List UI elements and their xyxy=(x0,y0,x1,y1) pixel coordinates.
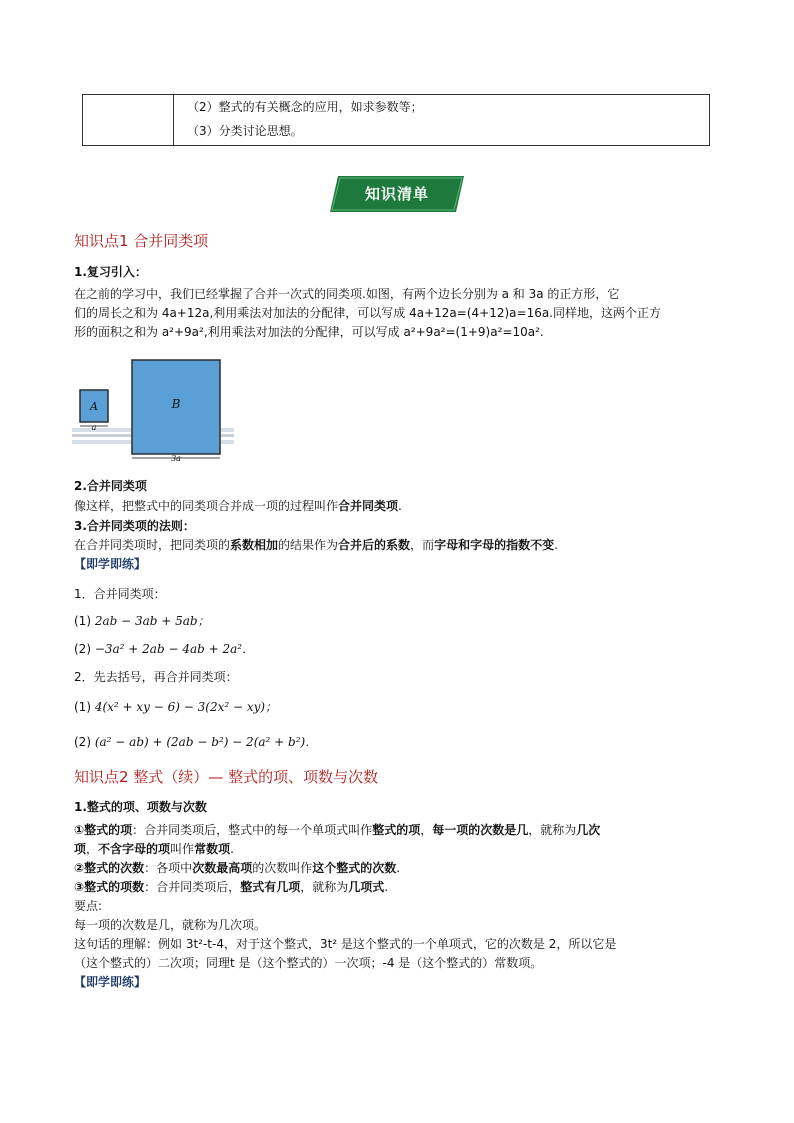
item1-bold-4: 几次 xyxy=(576,823,601,837)
combine-term: 合并同类项 xyxy=(338,499,399,513)
combine-text: 像这样，把整式中的同类项合并成一项的过程叫作 xyxy=(74,499,339,513)
label-b: B xyxy=(171,397,181,411)
item2-text-2: 的次数叫作 xyxy=(252,861,313,875)
review-line-1: 在之前的学习中，我们已经掌握了合并一次式的同类项.如图，有两个边长分别为 a 和 3a 的正方形，它 xyxy=(74,287,620,301)
question-1-1 xyxy=(74,614,210,629)
kp2-item1-line2 xyxy=(74,842,234,857)
rule-bold-3: 字母和字母的指数不变 xyxy=(434,538,555,552)
item2-term: ②整式的次数 xyxy=(74,861,145,875)
item1-l2-bold-3: 常数项 xyxy=(194,842,231,856)
practice-label-1: 【即学即练】 xyxy=(74,557,147,571)
q1-2-expression: −3a² + 2ab − 4ab + 2a²． xyxy=(94,642,255,656)
item1-l2-bold-2: 不含字母的项 xyxy=(98,842,171,856)
practice-label-2: 【即学即练】 xyxy=(74,975,147,989)
combine-end: . xyxy=(398,499,402,513)
question-1: 1．合并同类项： xyxy=(74,587,166,601)
item1-l2-text-1: ， xyxy=(86,842,99,856)
question-2: 2．先去括号，再合并同类项： xyxy=(74,670,238,684)
table-row-2: （3）分类讨论思想。 xyxy=(187,124,303,138)
review-line-2: 们的周长之和为 4a+12a,利用乘法对加法的分配律，可以写成 4a+12a=(4+12)a=16a.同样地，这两个正方 xyxy=(74,306,662,320)
item1-text-1: ：合并同类项后，整式中的每一个单项式叫作 xyxy=(132,823,373,837)
q2-2-number: (2) xyxy=(74,735,91,749)
q1-1-number: (1) xyxy=(74,614,91,628)
q1-1-expression: 2ab − 3ab + 5ab； xyxy=(94,614,210,628)
squares-figure xyxy=(72,358,234,462)
item1-l2-text-2: 叫作 xyxy=(170,842,195,856)
kp2-item2 xyxy=(74,861,400,876)
item1-text-2: ， xyxy=(420,823,433,837)
review-heading: 1.复习引入： xyxy=(74,265,147,279)
squares-diagram xyxy=(72,358,234,462)
combine-definition xyxy=(74,499,402,514)
item3-text-2: ，就称为 xyxy=(300,880,349,894)
question-2-1 xyxy=(74,700,277,715)
review-line-3: 形的面积之和为 a²+9a²,利用乘法对加法的分配律，可以写成 a²+9a²=(1+9)a²=10a². xyxy=(74,325,544,339)
rule-bold-2: 合并后的系数 xyxy=(338,538,411,552)
q1-2-number: (2) xyxy=(74,642,91,656)
rule-part-3: ，而 xyxy=(410,538,435,552)
item3-text-1: ：合并同类项后， xyxy=(144,880,241,894)
rule-text xyxy=(74,538,558,553)
q2-2-expression: (a² − ab) + (2ab − b²) − 2(a² + b²)． xyxy=(94,735,318,749)
item2-bold-3: 这个整式的次数 xyxy=(312,861,397,875)
rule-part-2: 的结果作为 xyxy=(278,538,339,552)
kp2-item3 xyxy=(74,880,388,895)
section-banner xyxy=(330,176,464,212)
objectives-table xyxy=(82,94,710,146)
dim-3a: 3a xyxy=(171,454,181,462)
kp2-item1-line1 xyxy=(74,823,600,838)
item1-bold-2: 整式的项 xyxy=(372,823,421,837)
item1-bold-3: 每一项的次数是几 xyxy=(432,823,529,837)
dim-a: a xyxy=(91,423,97,432)
item1-l2-bold-1: 项 xyxy=(74,842,87,856)
item2-bold-2: 次数最高项 xyxy=(192,861,253,875)
kp2-heading: 1.整式的项、项数与次数 xyxy=(74,800,207,814)
key-points-label: 要点: xyxy=(74,899,103,913)
rule-part-1: 在合并同类项时，把同类项的 xyxy=(74,538,231,552)
item3-bold-2: 整式有几项 xyxy=(240,880,301,894)
label-a: A xyxy=(90,400,98,413)
combine-heading: 2.合并同类项 xyxy=(74,479,147,493)
rule-end: . xyxy=(554,538,558,552)
item3-end: . xyxy=(384,880,389,894)
key-point-1: 每一项的次数是几，就称为几次项。 xyxy=(74,918,267,932)
kp2-title: 知识点2 整式（续）— 整式的项、项数与次数 xyxy=(74,768,379,786)
question-2-2 xyxy=(74,735,317,750)
item1-term: ①整式的项 xyxy=(74,823,133,837)
key-point-2: 这句话的理解：例如 3t²-t-4，对于这个整式，3t² 是这个整式的一个单项式，它的次数是 2，所以它是 xyxy=(74,937,617,951)
question-1-2 xyxy=(74,642,254,657)
item3-term: ③整式的项数 xyxy=(74,880,145,894)
item2-text-1: ：各项中 xyxy=(144,861,193,875)
banner-label: 知识清单 xyxy=(364,185,429,203)
rule-heading: 3.合并同类项的法则： xyxy=(74,519,195,533)
q2-1-expression: 4(x² + xy − 6) − 3(2x² − xy)； xyxy=(94,700,278,714)
q2-1-number: (1) xyxy=(74,700,91,714)
key-point-3: （这个整式的）二次项；同理t 是（这个整式的）一次项；-4 是（这个整式的）常数项。 xyxy=(74,956,543,970)
table-row-1: （2）整式的有关概念的应用，如求参数等； xyxy=(187,100,423,114)
table-divider xyxy=(173,95,174,145)
kp1-title: 知识点1 合并同类项 xyxy=(74,232,209,250)
rule-bold-1: 系数相加 xyxy=(230,538,279,552)
item3-bold-3: 几项式 xyxy=(348,880,385,894)
item1-text-3: ，就称为 xyxy=(528,823,577,837)
item2-end: . xyxy=(396,861,401,875)
item1-l2-end: . xyxy=(230,842,234,856)
